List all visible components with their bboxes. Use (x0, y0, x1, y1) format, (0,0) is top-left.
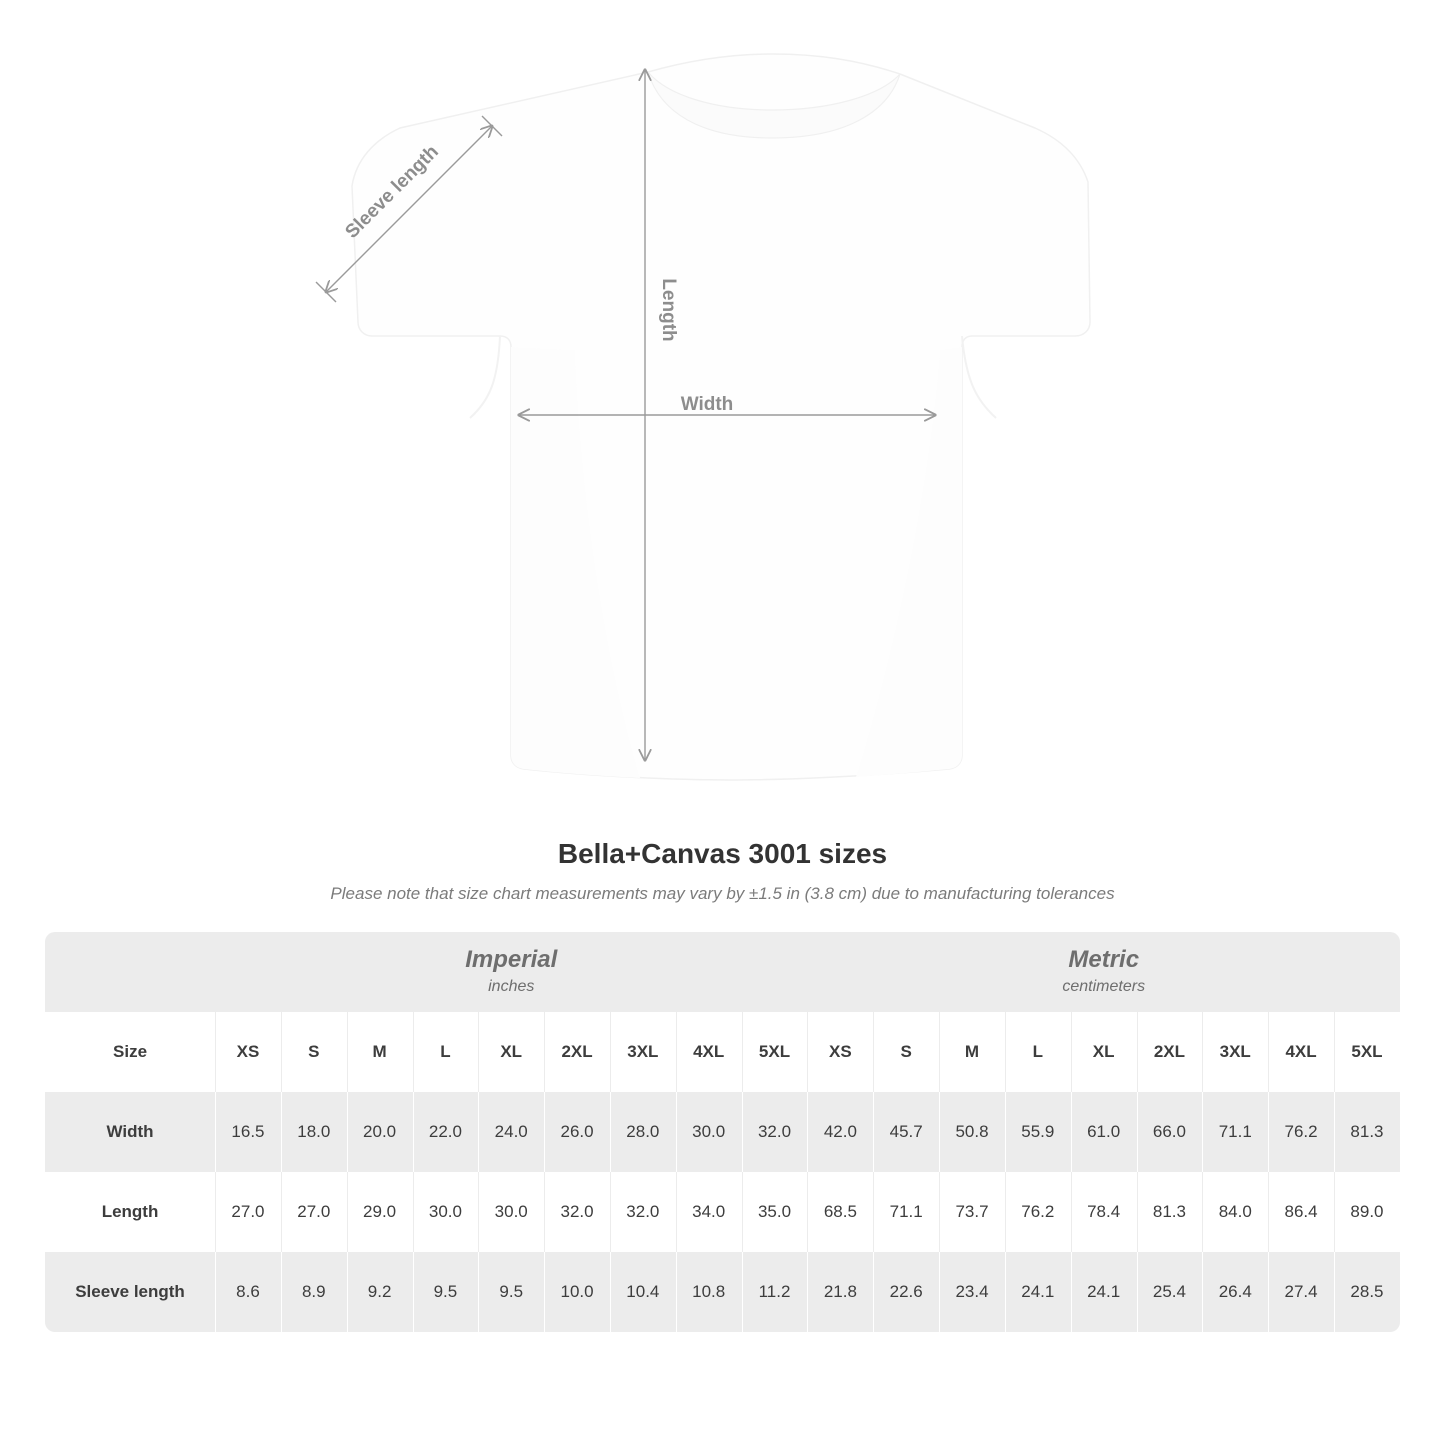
length-metric-2xl: 81.3 (1137, 1172, 1203, 1252)
length-imperial-s: 27.0 (281, 1172, 347, 1252)
size-table (45, 932, 1400, 1332)
width-imperial-2xl: 26.0 (544, 1092, 610, 1172)
unit-group-imperial-name: Imperial (465, 946, 558, 973)
size-header-imperial-xl: XL (478, 1012, 544, 1092)
width-imperial-4xl: 30.0 (676, 1092, 742, 1172)
unit-header-spacer (45, 932, 215, 1012)
length-metric-3xl: 84.0 (1202, 1172, 1268, 1252)
width-imperial-5xl: 32.0 (742, 1092, 808, 1172)
sleeve-imperial-3xl: 10.4 (610, 1252, 676, 1332)
sleeve-metric-2xl: 25.4 (1137, 1252, 1203, 1332)
sleeve-metric-xl: 24.1 (1071, 1252, 1137, 1332)
sleeve-imperial-s: 8.9 (281, 1252, 347, 1332)
sleeve-metric-xs: 21.8 (807, 1252, 873, 1332)
length-imperial-xs: 27.0 (215, 1172, 281, 1252)
unit-group-imperial-sub: inches (488, 978, 535, 995)
width-imperial-m: 20.0 (347, 1092, 413, 1172)
sleeve-imperial-5xl: 11.2 (742, 1252, 808, 1332)
size-header-imperial-xs: XS (215, 1012, 281, 1092)
size-header-imperial-l: L (413, 1012, 479, 1092)
length-metric-5xl: 89.0 (1334, 1172, 1400, 1252)
chart-headings (0, 838, 1445, 904)
sleeve-imperial-l: 9.5 (413, 1252, 479, 1332)
width-metric-xl: 61.0 (1071, 1092, 1137, 1172)
length-imperial-5xl: 35.0 (742, 1172, 808, 1252)
size-table-wrap (45, 932, 1400, 1332)
sleeve-metric-m: 23.4 (939, 1252, 1005, 1332)
width-imperial-xs: 16.5 (215, 1092, 281, 1172)
width-metric-s: 45.7 (873, 1092, 939, 1172)
sleeve-metric-3xl: 26.4 (1202, 1252, 1268, 1332)
sleeve-imperial-xl: 9.5 (478, 1252, 544, 1332)
length-metric-4xl: 86.4 (1268, 1172, 1334, 1252)
unit-group-metric-sub: centimeters (1062, 978, 1146, 995)
size-header-metric-2xl: 2XL (1137, 1012, 1203, 1092)
sleeve-metric-l: 24.1 (1005, 1252, 1071, 1332)
length-metric-s: 71.1 (873, 1172, 939, 1252)
sleeve-metric-s: 22.6 (873, 1252, 939, 1332)
size-header-metric-m: M (939, 1012, 1005, 1092)
length-metric-xs: 68.5 (807, 1172, 873, 1252)
width-imperial-3xl: 28.0 (610, 1092, 676, 1172)
page-title: Bella+Canvas 3001 sizes (557, 838, 888, 869)
width-metric-xs: 42.0 (807, 1092, 873, 1172)
width-imperial-xl: 24.0 (478, 1092, 544, 1172)
size-header-imperial-m: M (347, 1012, 413, 1092)
length-label: Length (658, 278, 679, 342)
size-header-metric-s: S (873, 1012, 939, 1092)
size-header-metric-xl: XL (1071, 1012, 1137, 1092)
size-header-metric-xs: XS (807, 1012, 873, 1092)
width-metric-4xl: 76.2 (1268, 1092, 1334, 1172)
row-label-length: Length (45, 1172, 215, 1252)
width-metric-5xl: 81.3 (1334, 1092, 1400, 1172)
size-header-imperial-5xl: 5XL (742, 1012, 808, 1092)
row-label-width: Width (45, 1092, 215, 1172)
size-header-label: Size (45, 1012, 215, 1092)
length-imperial-m: 29.0 (347, 1172, 413, 1252)
sleeve-metric-4xl: 27.4 (1268, 1252, 1334, 1332)
tshirt-shape (352, 54, 1090, 780)
size-header-imperial-3xl: 3XL (610, 1012, 676, 1092)
unit-group-imperial (215, 932, 807, 1012)
unit-group-metric-name: Metric (1068, 946, 1140, 973)
table-row (45, 1172, 1400, 1252)
width-metric-m: 50.8 (939, 1092, 1005, 1172)
width-imperial-s: 18.0 (281, 1092, 347, 1172)
size-header-metric-5xl: 5XL (1334, 1012, 1400, 1092)
size-header-metric-4xl: 4XL (1268, 1012, 1334, 1092)
length-metric-l: 76.2 (1005, 1172, 1071, 1252)
size-header-metric-l: L (1005, 1012, 1071, 1092)
length-imperial-2xl: 32.0 (544, 1172, 610, 1252)
length-imperial-4xl: 34.0 (676, 1172, 742, 1252)
sleeve-imperial-2xl: 10.0 (544, 1252, 610, 1332)
sleeve-imperial-4xl: 10.8 (676, 1252, 742, 1332)
width-metric-l: 55.9 (1005, 1092, 1071, 1172)
size-header-metric-3xl: 3XL (1202, 1012, 1268, 1092)
width-imperial-l: 22.0 (413, 1092, 479, 1172)
unit-group-metric (807, 932, 1400, 1012)
sleeve-imperial-xs: 8.6 (215, 1252, 281, 1332)
table-row (45, 1252, 1400, 1332)
sleeve-length-label: Sleeve length (341, 141, 443, 243)
row-label-sleeve-length: Sleeve length (45, 1252, 215, 1332)
length-imperial-3xl: 32.0 (610, 1172, 676, 1252)
size-header-row (45, 1012, 1400, 1092)
tolerance-note: Please note that size chart measurements may vary by ±1.5 in (3.8 cm) due to manufacturing tolerances (330, 884, 1115, 903)
size-header-imperial-s: S (281, 1012, 347, 1092)
size-header-imperial-2xl: 2XL (544, 1012, 610, 1092)
length-metric-m: 73.7 (939, 1172, 1005, 1252)
sleeve-metric-5xl: 28.5 (1334, 1252, 1400, 1332)
size-header-imperial-4xl: 4XL (676, 1012, 742, 1092)
table-row (45, 1092, 1400, 1172)
length-metric-xl: 78.4 (1071, 1172, 1137, 1252)
length-imperial-l: 30.0 (413, 1172, 479, 1252)
width-metric-2xl: 66.0 (1137, 1092, 1203, 1172)
sleeve-imperial-m: 9.2 (347, 1252, 413, 1332)
unit-header-row (45, 932, 1400, 1012)
length-imperial-xl: 30.0 (478, 1172, 544, 1252)
width-metric-3xl: 71.1 (1202, 1092, 1268, 1172)
width-label: Width (680, 394, 734, 415)
